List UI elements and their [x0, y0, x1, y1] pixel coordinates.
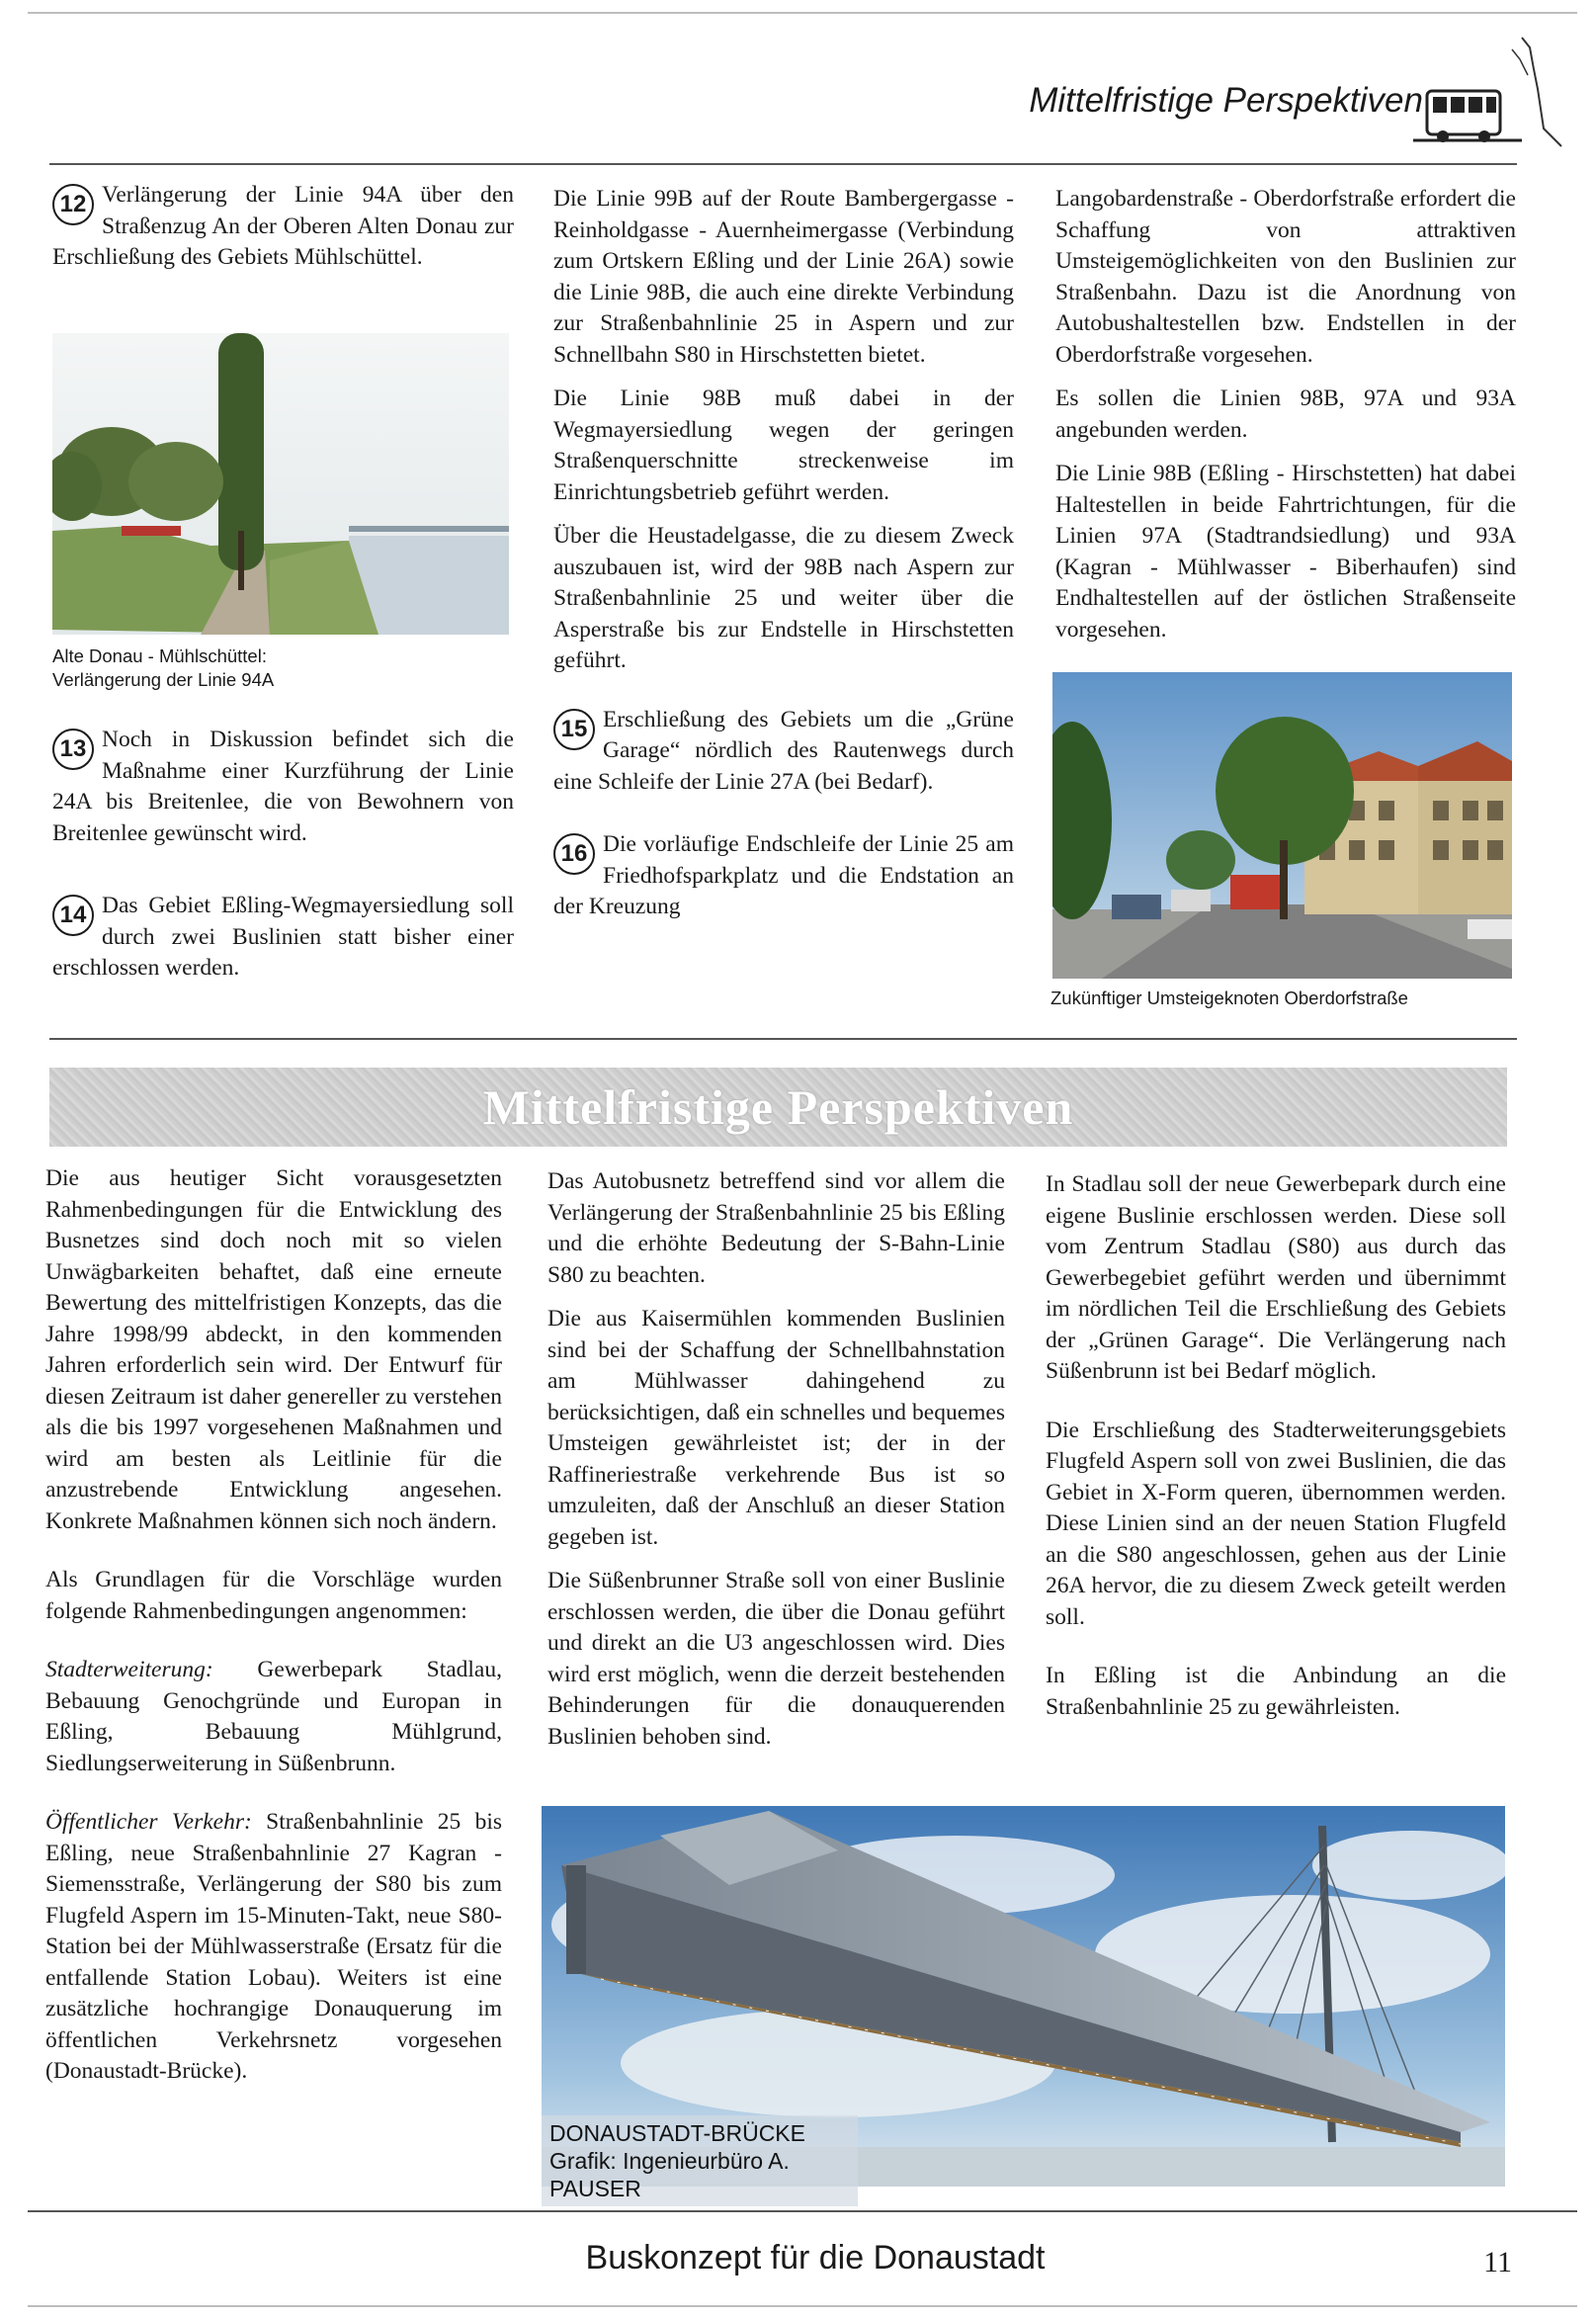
photo-alte-donau: [52, 333, 509, 635]
paragraph: In Eßling ist die Anbindung an die Straßenbahnlinie 25 zu gewährleisten.: [1046, 1663, 1506, 1720]
top-column-2: [553, 184, 1014, 936]
page-number: 11: [1483, 2246, 1512, 2278]
paragraph: Die Linie 98B muß dabei in der Wegmayersiedlung wegen der geringen Straßenquerschnitte streckenweise im Einrichtungsbetrieb geführt werden.: [553, 386, 1014, 505]
paragraph: In Stadlau soll der neue Gewerbepark durch eine eigene Buslinie erschlossen werden. Diese soll vom Zentrum Stadlau (S80) aus durch das Gewerbegebiet geführt werden und übernimmt im nördlichen Teil die Erschließung des Gebiets der „Grünen Garage“. Die Verlängerung nach Süßenbrunn ist bei Bedarf möglich.: [1046, 1171, 1506, 1384]
running-header: Mittelfristige Perspektiven: [1029, 81, 1423, 120]
section-title: Mittelfristige Perspektiven: [482, 1079, 1074, 1135]
item-16-text: Die vorläufige Endschleife der Linie 25 am Friedhofsparkplatz und die Endstation an der Kreuzung: [553, 831, 1014, 919]
item-15-text: Erschließung des Gebiets um die „Grüne Garage“ nördlich des Rautenwegs durch eine Schleife der Linie 27A (bei Bedarf).: [553, 706, 1014, 795]
label-stadterweiterung: Stadterweiterung:: [45, 1657, 213, 1682]
paragraph: Die Süßenbrunner Straße soll von einer Buslinie erschlossen werden, die über die Donau geführt und direkt an die U3 angeschlossen wird. Dies wird erst möglich, wenn die derzeit bestehenden Behinderungen für die donauquerenden Buslinien behoben sind.: [547, 1568, 1005, 1750]
label-oeffentlicher-verkehr: Öffentlicher Verkehr:: [45, 1809, 252, 1835]
paragraph: Die Erschließung des Stadterweiterungsgebiets Flugfeld Aspern soll von zwei Buslinien, die das Gebiet in X-Form queren, übernommen werden. Diese Linien sind an der neuen Station Flugfeld an die S80 angeschlossen, gehen aus der Linie 26A hervor, die zu diesem Zweck geteilt werden soll.: [1046, 1417, 1506, 1630]
item-number-badge: 12: [52, 184, 94, 225]
text-stadterweiterung: Gewerbepark Stadlau, Bebauung Genochgründe und Europan in Eßling, Bebauung Mühlgrund, Siedlungserweiterung in Süßenbrunn.: [45, 1657, 502, 1776]
paragraph: Es sollen die Linien 98B, 97A und 93A angebunden werden.: [1055, 386, 1516, 443]
section-banner: [49, 1068, 1507, 1147]
top-column-1-lower: [52, 725, 514, 997]
footer-rule: [28, 2210, 1577, 2212]
item-12-text: Verlängerung der Linie 94A über den Straßenzug An der Oberen Alten Donau zur Erschließung des Gebiets Mühlschüttel.: [52, 182, 514, 270]
item-number-badge: 14: [52, 895, 94, 936]
bus-icon: [1413, 30, 1571, 158]
photo-caption-oberdorfstrasse: Zukünftiger Umsteigeknoten Oberdorfstraße: [1050, 988, 1408, 1008]
item-16: [553, 829, 1014, 923]
paragraph: Über die Heustadelgasse, die zu diesem Zweck auszubauen ist, wird der 98B nach Aspern zur Straßenbahnlinie 25 und weiter über die Asperstraße bis zur Endstelle in Hirschstetten geführt.: [553, 523, 1014, 673]
paragraph-stadterweiterung: [45, 1655, 502, 1779]
photo-oberdorfstrasse: [1052, 672, 1512, 979]
paragraph: Die aus Kaisermühlen kommenden Buslinien sind bei der Schaffung der Schnellbahnstation am Mühlwasser dahingehend zu berücksichtigen, daß ein schnelles und bequemes Umsteigen gewährleistet ist; der in der Raffineriestraße verkehrende Bus ist so umzuleiten, daß der Anschluß an dieser Station gegeben ist.: [547, 1306, 1005, 1550]
item-number-badge: 13: [52, 729, 94, 770]
bottom-column-1: [45, 1163, 502, 2101]
item-14-text: Das Gebiet Eßling-Wegmayersiedlung soll durch zwei Buslinien statt bisher einer erschlossen werden.: [52, 893, 514, 981]
item-14: [52, 891, 514, 985]
header-rule: [49, 163, 1517, 165]
paragraph: Die aus heutiger Sicht vorausgesetzten Rahmenbedingungen für die Entwicklung des Busnetzes sind doch noch mit so vielen Unwägbarkeiten behaftet, daß eine erneute Bewertung des mittelfristigen Konzepts, das die Jahre 1998/99 abdeckt, in den kommenden Jahren erforderlich sein wird. Der Entwurf für diesen Zeitraum ist daher genereller zu verstehen als die bis 1997 vorgesehenen Maßnahmen und wird am besten als Leitlinie für die anzustrebende Entwicklung angesehen. Konkrete Maßnahmen können sich noch ändern.: [45, 1165, 502, 1534]
paragraph-oeffentlicher-verkehr: [45, 1807, 502, 2088]
footer-title: Buskonzept für die Donaustadt: [585, 2239, 1046, 2277]
paragraph: Die Linie 99B auf der Route Bambergergasse - Reinholdgasse - Auernheimergasse (Verbindung zum Ortskern Eßling und der Linie 26A) sowie die Linie 98B, die auch eine direkte Verbindung zur Straßenbahnlinie 25 in Aspern und zur Schnellbahn S80 in Hirschstetten bietet.: [553, 186, 1014, 368]
item-12: [52, 180, 514, 274]
item-number-badge: 15: [553, 709, 595, 750]
bridge-caption-credit: Grafik: Ingenieurbüro A. PAUSER: [549, 2148, 790, 2201]
item-13-text: Noch in Diskussion befindet sich die Maßnahme einer Kurzführung der Linie 24A bis Breitenlee, die von Bewohnern von Breitenlee gewünscht wird.: [52, 727, 514, 846]
section-rule: [49, 1038, 1517, 1040]
bridge-caption: [542, 2115, 858, 2206]
top-border: [28, 12, 1577, 14]
paragraph: Als Grundlagen für die Vorschläge wurden folgende Rahmenbedingungen angenommen:: [45, 1567, 502, 1624]
item-number-badge: 16: [553, 833, 595, 875]
paragraph: Die Linie 98B (Eßling - Hirschstetten) hat dabei Haltestellen in beide Fahrtrichtungen, für die Linien 97A (Stadtrandsiedlung) und 93A (Kagran - Mühlwasser - Biberhaufen) sind Endhaltestellen auf der östlichen Straßenseite vorgesehen.: [1055, 461, 1516, 643]
top-column-3: [1055, 184, 1516, 658]
paragraph: Das Autobusnetz betreffend sind vor allem die Verlängerung der Straßenbahnlinie 25 bis Eßling und die erhöhte Bedeutung der S-Bahn-Linie S80 zu beachten.: [547, 1168, 1005, 1288]
bottom-column-3: [1046, 1169, 1506, 1736]
text-oeffentlicher-verkehr: Straßenbahnlinie 25 bis Eßling, neue Straßenbahnlinie 27 Kagran - Siemensstraße, Verlängerung der S80 bis zum Flugfeld Aspern im 15-Minuten-Takt, neue S80-Station bei der Mühlwasserstraße (Ersatz für die entfallende Station Lobau). Weiters ist eine zusätzliche hochrangige Donauquerung im öffentlichen Verkehrsnetz vorgesehen (Donaustadt-Brücke).: [45, 1809, 502, 2084]
bottom-column-2: [547, 1166, 1005, 1765]
bridge-caption-title: DONAUSTADT-BRÜCKE: [549, 2120, 805, 2146]
paragraph: Langobardenstraße - Oberdorfstraße erfordert die Schaffung von attraktiven Umsteigemöglichkeiten von den Buslinien zur Straßenbahn. Dazu ist die Anordnung von Autobushaltestellen bzw. Endstellen in der Oberdorfstraße vorgesehen.: [1055, 186, 1516, 368]
photo-caption-alte-donau: Alte Donau - Mühlschüttel: Verlängerung der Linie 94A: [52, 645, 275, 690]
bottom-border: [28, 2305, 1577, 2307]
top-column-1: [52, 180, 514, 287]
item-15: [553, 705, 1014, 799]
item-13: [52, 725, 514, 849]
